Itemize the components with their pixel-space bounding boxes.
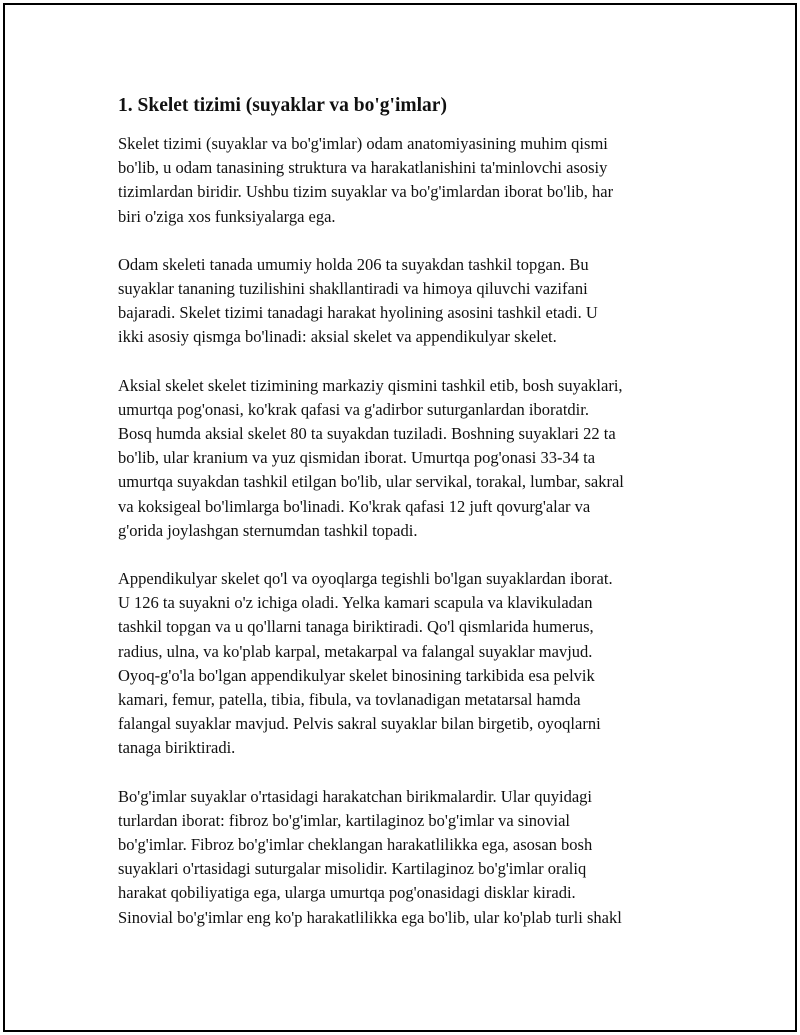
text-line: tashkil topgan va u qo'llarni tanaga biriktiradi. Qo'l qismlarida humerus, (118, 617, 594, 637)
text-line: suyaklar tananing tuzilishini shakllantiradi va himoya qiluvchi vazifani (118, 279, 588, 299)
text-line: bo'lib, ular kranium va yuz qismidan iborat. Umurtqa pog'onasi 33-34 ta (118, 448, 596, 468)
text-line: g'orida joylashgan sternumdan tashkil topadi. (118, 520, 418, 540)
text-line: tanaga biriktiradi. (118, 738, 236, 758)
text-line: bo'lib, u odam tanasining struktura va harakatlanishini ta'minlovchi asosiy (118, 158, 608, 178)
text-line: umurtqa suyakdan tashkil etilgan bo'lib, ular servikal, torakal, lumbar, sakral (118, 472, 624, 492)
document-body (118, 94, 688, 954)
text-line: Bosq humda aksial skelet 80 ta suyakdan tuziladi. Boshning suyaklari 22 ta (118, 424, 616, 444)
text-line: Odam skeleti tanada umumiy holda 206 ta suyakdan tashkil topgan. Bu (118, 254, 589, 274)
text-line: falangal suyaklar mavjud. Pelvis sakral suyaklar bilan birgetib, oyoqlarni (118, 714, 601, 734)
text-line: tizimlardan biridir. Ushbu tizim suyaklar va bo'g'imlardan iborat bo'lib, har (118, 182, 614, 202)
text-line: biri o'ziga xos funksiyalarga ega. (118, 206, 336, 226)
text-line: turlardan iborat: fibroz bo'g'imlar, kartilaginoz bo'g'imlar va sinovial (118, 810, 571, 830)
paragraph-skeleton-overview (118, 253, 688, 350)
paragraph-axial-skeleton (118, 374, 688, 543)
text-line: Sinovial bo'g'imlar eng ko'p harakatlilikka ega bo'lib, ular ko'plab turli shakl (118, 907, 622, 927)
text-line: kamari, femur, patella, tibia, fibula, va tovlanadigan metatarsal hamda (118, 690, 581, 710)
text-line: Skelet tizimi (suyaklar va bo'g'imlar) odam anatomiyasining muhim qismi (118, 134, 608, 153)
paragraph-intro (118, 132, 688, 229)
text-line: ikki asosiy qismga bo'linadi: aksial skelet va appendikulyar skelet. (118, 327, 557, 347)
text-line: U 126 ta suyakni o'z ichiga oladi. Yelka kamari scapula va klavikuladan (118, 593, 593, 613)
text-line: suyaklari o'rtasidagi suturgalar misolidir. Kartilaginoz bo'g'imlar oraliq (118, 859, 587, 879)
text-line: radius, ulna, va ko'plab karpal, metakarpal va falangal suyaklar mavjud. (118, 641, 593, 661)
text-line: harakat qobiliyatiga ega, ularga umurtqa pog'onasidagi disklar kiradi. (118, 883, 576, 903)
text-line: Appendikulyar skelet qo'l va oyoqlarga tegishli bo'lgan suyaklardan iborat. (118, 569, 613, 589)
paragraph-joints (118, 785, 688, 930)
text-line: va koksigeal bo'limlarga bo'linadi. Ko'krak qafasi 12 juft qovurg'alar va (118, 496, 591, 516)
text-line: Bo'g'imlar suyaklar o'rtasidagi harakatchan birikmalardir. Ular quyidagi (118, 786, 592, 806)
section-heading: 1. Skelet tizimi (suyaklar va bo'g'imlar) (118, 95, 447, 116)
text-line: bo'g'imlar. Fibroz bo'g'imlar cheklangan harakatlilikka ega, asosan bosh (118, 835, 593, 855)
text-line: Oyoq-g'o'la bo'lgan appendikulyar skelet binosining tarkibida esa pelvik (118, 665, 595, 685)
text-line: bajaradi. Skelet tizimi tanadagi harakat hyolining asosini tashkil etadi. U (118, 303, 598, 323)
text-line: umurtqa pog'onasi, ko'krak qafasi va g'adirbor suturganlardan iboratdir. (118, 399, 589, 419)
text-line: Aksial skelet skelet tizimining markaziy qismini tashkil etib, bosh suyaklari, (118, 375, 623, 395)
paragraph-appendicular-skeleton (118, 567, 688, 761)
